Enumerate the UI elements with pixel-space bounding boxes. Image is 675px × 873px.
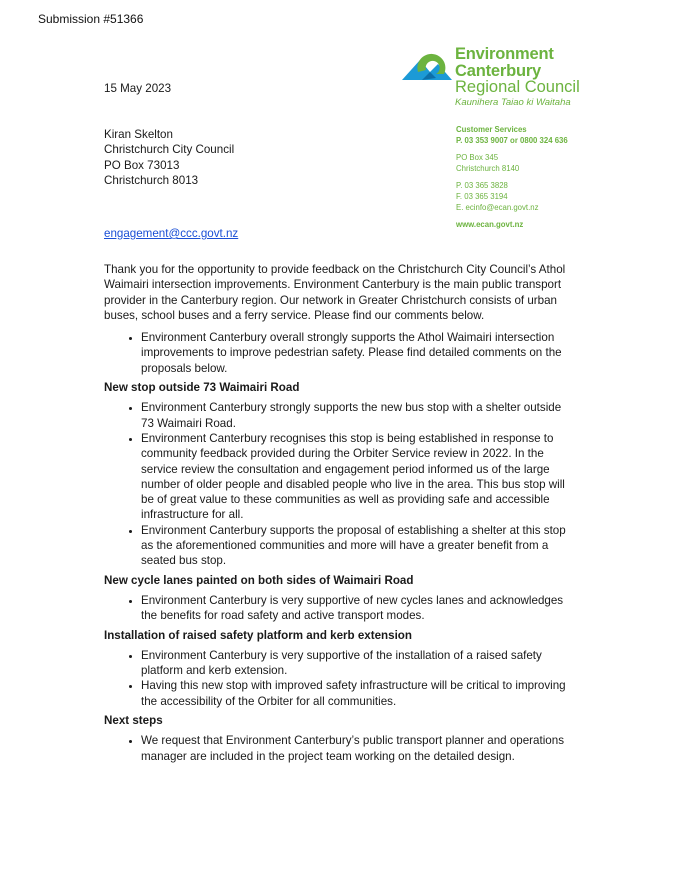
submission-number: Submission #51366 — [38, 12, 144, 26]
section-heading: New cycle lanes painted on both sides of Waimairi Road — [104, 573, 414, 587]
contact-heading: Customer Services — [456, 125, 527, 134]
section-heading: Installation of raised safety platform and kerb extension — [104, 628, 412, 642]
recipient-org: Christchurch City Council — [104, 143, 235, 157]
contact-p: P. 03 365 3828 — [456, 181, 508, 190]
contact-block — [456, 124, 568, 230]
list-item: • Environment Canterbury recognises this stop is being established in response to community feedback provided during the Orbiter Service review in 2022. In the service review the consultation and engagement period informed us of the large number of older people and disabled people who live in the area. This bus stop will be of great value to these communities as well as providing safe and accessible infrastructure for all. — [141, 431, 574, 523]
contact-phone: P. 03 353 9007 or 0800 324 636 — [456, 136, 568, 145]
section-heading: New stop outside 73 Waimairi Road — [104, 381, 300, 395]
list-item: • We request that Environment Canterbury’s public transport planner and operations manager are included in the project team working on the detailed design. — [141, 733, 574, 764]
email-link[interactable]: engagement@ccc.govt.nz — [104, 227, 239, 240]
recipient-city: Christchurch 8013 — [104, 173, 199, 187]
logo-line-regional-council: Regional Council — [455, 78, 580, 96]
list-item: • Environment Canterbury strongly supports the new bus stop with a shelter outside 73 Waimairi Road. — [141, 400, 574, 431]
recipient-address — [104, 127, 234, 188]
list-item: • Environment Canterbury overall strongly supports the Athol Waimairi intersection improvements to improve pedestrian safety. Please find detailed comments on the proposals below. — [141, 330, 574, 376]
section-bullets — [104, 648, 574, 709]
contact-web: www.ecan.govt.nz — [456, 220, 524, 229]
letter-date: 15 May 2023 — [104, 82, 172, 95]
ecan-logo-icon — [400, 50, 454, 88]
section-heading: Next steps — [104, 714, 163, 728]
section-bullets — [104, 400, 574, 568]
section-bullets — [104, 593, 574, 624]
logo-line-canterbury: Canterbury — [455, 61, 542, 80]
letter-body — [104, 262, 574, 768]
logo-line-maori-name: Kaunihera Taiao ki Waitaha — [455, 96, 571, 108]
intro-paragraph: Thank you for the opportunity to provide feedback on the Christchurch City Council’s Athol Waimairi intersection improvements. Environment Canterbury is the main public transport provider in the Canterbury region. Our network in Greater Christchurch consists of urban buses, school buses and a ferry service. Please find our comments below. — [104, 263, 566, 322]
ecan-logo — [400, 46, 590, 110]
list-item: • Environment Canterbury is very supportive of new cycles lanes and acknowledges the benefits for road safety and active transport modes. — [141, 593, 574, 624]
list-item: • Having this new stop with improved safety infrastructure will be critical to improving the accessibility of the Orbiter for all communities. — [141, 678, 574, 709]
section-bullets — [104, 733, 574, 764]
recipient-box: PO Box 73013 — [104, 158, 180, 172]
contact-city: Christchurch 8140 — [456, 164, 520, 173]
list-item: • Environment Canterbury is very supportive of the installation of a raised safety platform and kerb extension. — [141, 648, 574, 679]
recipient-name: Kiran Skelton — [104, 128, 173, 141]
contact-pobox: PO Box 345 — [456, 153, 499, 162]
logo-line-environment: Environment — [455, 45, 554, 63]
list-item: • Environment Canterbury supports the proposal of establishing a shelter at this stop as the aforementioned communities and more will have a greater benefit from a seated bus stop. — [141, 523, 574, 569]
intro-bullets — [104, 330, 574, 376]
contact-e: E. ecinfo@ecan.govt.nz — [456, 203, 539, 212]
contact-f: F. 03 365 3194 — [456, 192, 508, 201]
